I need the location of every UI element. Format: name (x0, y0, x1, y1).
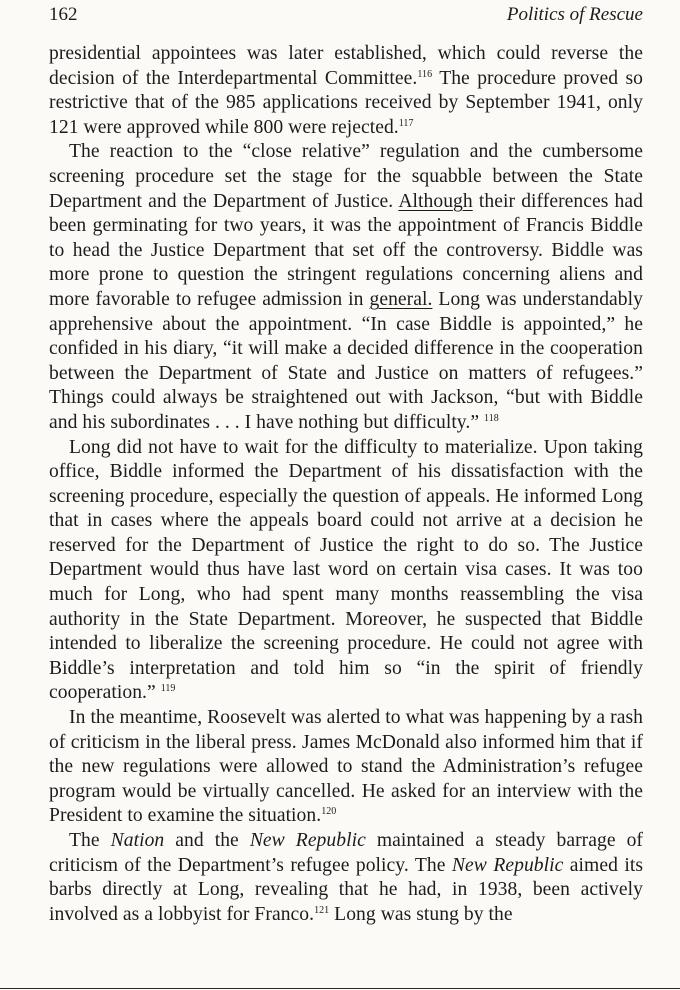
text-run: their differences had been germinating for two years, it was the appointment of Francis Biddle to head the Justice Department that set off the controversy. Biddle was more prone to question the stringent regulations concerning aliens and more favorable to refugee admission in (49, 190, 643, 310)
text-run: presidential appointees was later established, which could reverse the decision of the Interdepartmental Committee. (49, 43, 643, 89)
paragraph (49, 829, 643, 927)
paragraph (49, 140, 643, 435)
bottom-rule (0, 988, 680, 989)
paragraph (49, 436, 643, 707)
footnote-ref: 116 (417, 68, 433, 80)
italic-text: New Republic (249, 830, 366, 851)
text-run: Long did not have to wait for the difficulty to materialize. Upon taking office, Biddle informed the Department of his dissatisfaction with the screening procedure, especially the question of appeals. He informed Long that in cases where the appeals board could not arrive at a decision he reserved for the Department of Justice the right to do so. The Justice Department would thus have last word on certain visa cases. It was too much for Long, who had spent many months reassembling the visa authority in the State Department. Moreover, he suspected that Biddle intended to liberalize the screening procedure. He could not agree with Biddle’s interpretation and told him so “in the spirit of friendly cooperation.” (49, 436, 643, 704)
footnote-ref: 117 (398, 117, 414, 129)
text-run: In the meantime, Roosevelt was alerted to what was happening by a rash of criticism in the liberal press. James McDonald also informed him that if the new regulations were allowed to stand the Administration’s refugee program would be virtually cancelled. He asked for an interview with the President to examine the situation. (49, 707, 643, 827)
body-text (49, 42, 643, 927)
paragraph (49, 42, 643, 140)
footnote-ref: 119 (160, 683, 176, 695)
footnote-ref: 120 (321, 806, 337, 818)
footnote-ref: 121 (314, 904, 330, 916)
text-run: The (69, 830, 111, 851)
running-header (49, 0, 643, 36)
underlined-text: Although (398, 190, 473, 212)
footnote-ref: 118 (484, 412, 499, 424)
text-run: The reaction to the “close relative” regulation and the cumbersome screening procedure set the stage for the squabble between the State Department and the Department of Justice. (49, 141, 643, 212)
text-run: Long was understandably apprehensive about the appointment. “In case Biddle is appointed,” he confided in his diary, “it will make a decided difference in the cooperation between the Department of State and Justice on matters of refugees.” Things could always be straightened out with Jackson, “but with Biddle and his subordinates . . . I have nothing but difficulty.” (49, 288, 643, 433)
text-run: Long was stung by the (329, 903, 513, 925)
running-title: Politics of Rescue (506, 4, 643, 25)
italic-text: Nation (110, 830, 165, 851)
paragraph (49, 706, 643, 829)
underlined-text: general. (369, 288, 433, 310)
page-number: 162 (49, 4, 78, 25)
text-run: maintained a steady barrage of criticism of the Department’s refugee policy. The (49, 830, 644, 876)
text-run: The procedure proved so restrictive that of the 985 applications received by September 1941, only 121 were approved while 800 were rejected. (49, 67, 643, 138)
text-run: aimed its barbs directly at Long, revealing that he had, in 1938, been actively involved as a lobbyist for Franco. (49, 854, 644, 925)
italic-text: New Republic (451, 854, 564, 876)
text-run: and the (164, 830, 250, 851)
